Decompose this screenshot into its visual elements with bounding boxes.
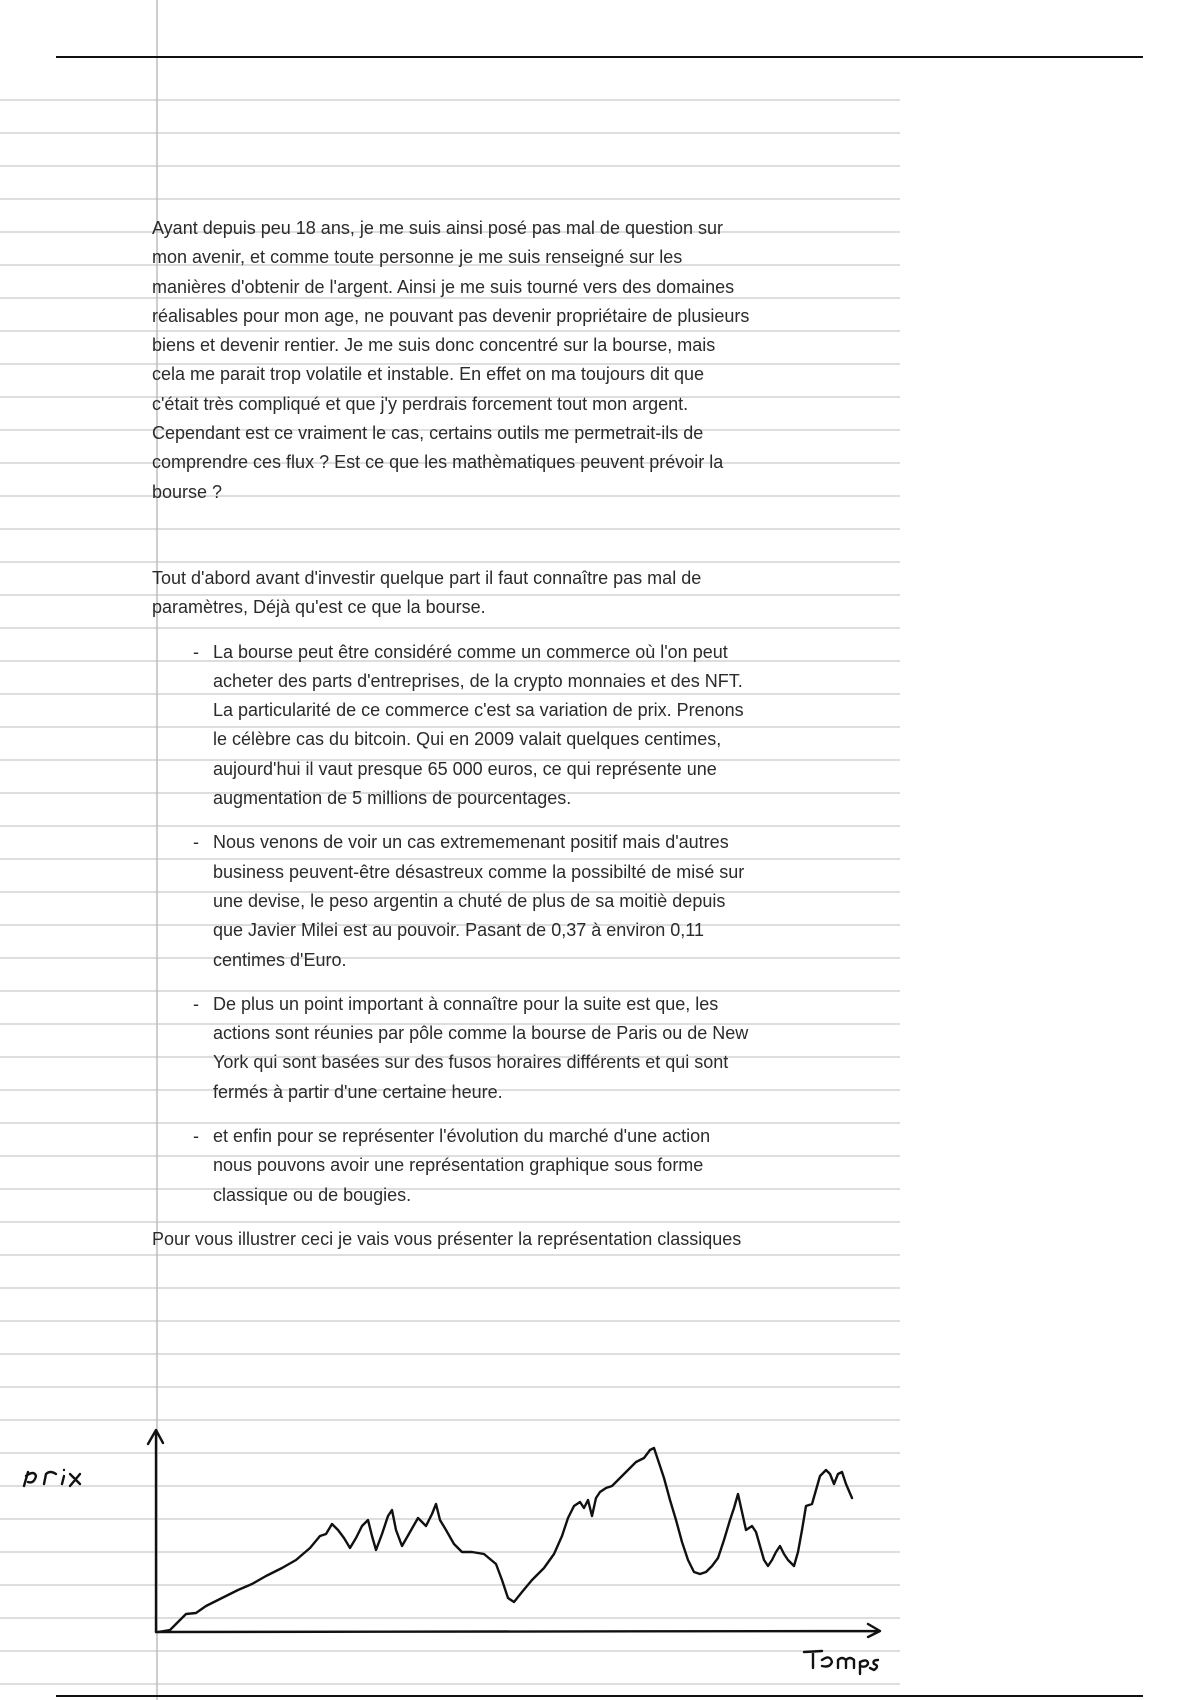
bullet-list (152, 638, 752, 1210)
outro-paragraph: Pour vous illustrer ceci je vais vous présenter la représentation classiques (152, 1228, 742, 1249)
bullet-text: La bourse peut être considéré comme un commerce où l'on peut acheter des parts d'entreprises, de la crypto monnaies et des NFT. La particularité de ce commerce c'est sa variation de prix. Prenons le célèbre cas du bitcoin. Qui en 2009 valait quelques centimes, aujourd'hui il vaut presque 65 000 euros, ce qui représente une augmentation de 5 millions de pourcentages. (213, 641, 744, 809)
y-axis (148, 1430, 163, 1632)
price-sketch (0, 1410, 900, 1680)
bullet-dash: - (193, 1126, 199, 1147)
bullet-item (193, 638, 752, 814)
xlabel-ink (804, 1651, 878, 1674)
bullet-item (193, 828, 752, 974)
x-axis (156, 1624, 880, 1637)
ylabel-ink (24, 1470, 80, 1486)
bullet-text: De plus un point important à connaître pour la suite est que, les actions sont réunies par pôle comme la bourse de Paris ou de New York qui sont basées sur des fusos horaires différents et qui sont fermés à partir d'une certaine heure. (213, 993, 749, 1102)
price-line (158, 1448, 852, 1632)
bullet-dash: - (193, 641, 199, 662)
bullet-text: Nous venons de voir un cas extrememenant positif mais d'autres business peuvent-être désastreux comme la possibilté de misé sur une devise, le peso argentin a chuté de plus de sa moitiè depuis que Javier Milei est au pouvoir. Pasant de 0,37 à environ 0,11 centimes d'Euro. (213, 832, 745, 970)
top-rule (56, 56, 1143, 58)
bullet-item (193, 990, 752, 1107)
bullet-text: et enfin pour se représenter l'évolution du marché d'une action nous pouvons avoir une représentation graphique sous forme classique ou de bougies. (213, 1126, 711, 1205)
intro-paragraph: Ayant depuis peu 18 ans, je me suis ainsi posé pas mal de question sur mon avenir, et comme toute personne je me suis renseigné sur les manières d'obtenir de l'argent. Ainsi je me suis tourné vers des domaines réalisables pour mon age, ne pouvant pas devenir propriétaire de plusieurs biens et devenir rentier. Je me suis donc concentré sur la bourse, mais cela me parait trop volatile et instable. En effet on ma toujours dit que c'était très compliqué et que j'y perdrais forcement tout mon argent. Cependant est ce vraiment le cas, certains outils me permetrait-ils de comprendre ces flux ? Est ce que les mathèmatiques peuvent prévoir la bourse ? (152, 218, 750, 502)
bullet-item (193, 1122, 752, 1210)
section-paragraph: Tout d'abord avant d'investir quelque part il faut connaître pas mal de paramètres, Déjà qu'est ce que la bourse. (152, 567, 702, 618)
bottom-rule (56, 1695, 1143, 1697)
bullet-dash: - (193, 832, 199, 853)
handout-text (152, 214, 752, 1254)
bullet-dash: - (193, 993, 199, 1014)
